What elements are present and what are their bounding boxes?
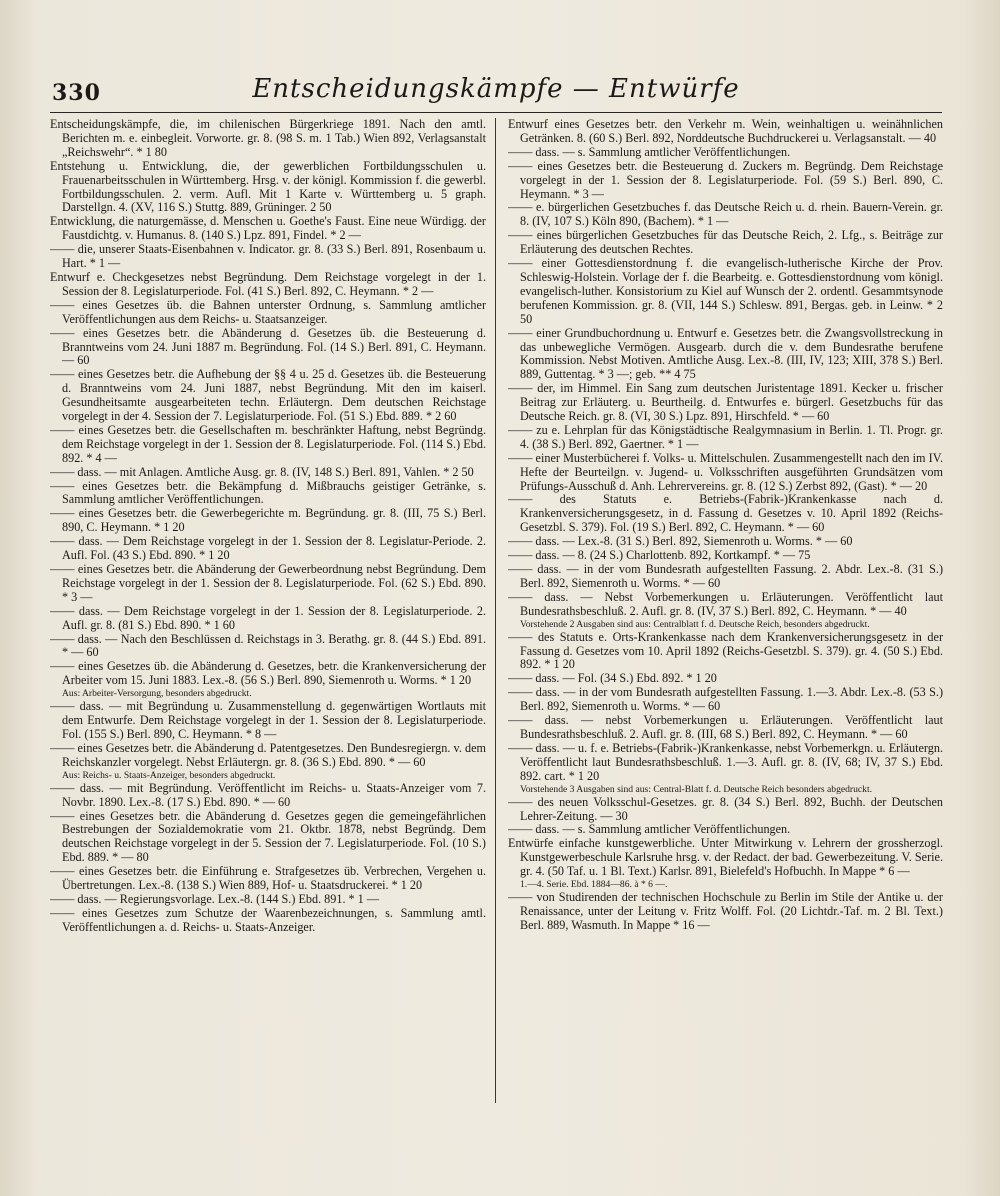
catalog-entry: —— eines Gesetzes betr. die Abänderung d. Gesetzes üb. die Besteuerung d. Branntweins vom 24. Juni 1887 m. Begründung. Fol. (14 S.) Berl. 891, C. Heymann. — 60	[50, 325, 486, 368]
catalog-entry: —— dass. — s. Sammlung amtlicher Veröffentlichungen.	[508, 822, 791, 837]
catalog-entry: —— eines Gesetzes üb. die Bahnen unterster Ordnung, s. Sammlung amtlicher Veröffentlichungen aus dem Reichs- u. Staatsanzeiger.	[50, 297, 486, 326]
catalog-entry: —— eines Gesetzes betr. die Aufhebung der §§ 4 u. 25 d. Gesetzes üb. die Besteuerung d. Branntweins vom 24. Juni 1887, nebst Begründung. Mit den im kaiserl. Gesundheitsamte ausgearbeiteten techn. Erläutergn. Dem deutschen Reichstage vorgelegt in der 4. Session der 7. Legislaturperiode. Fol. (51 S.) Ebd. 889. * 2 60	[50, 367, 486, 424]
catalog-entry: Entwicklung, die naturgemässe, d. Menschen u. Goethe's Faust. Eine neue Würdigg. der Faustdichtg. v. Humanus. 8. (140 S.) Lpz. 891, Findel. * 2 —	[50, 214, 486, 243]
catalog-entry: —— dass. — nebst Vorbemerkungen u. Erläuterungen. Veröffentlicht laut Bundesrathsbeschluß. 2. Aufl. gr. 8. (III, 68 S.) Berl. 892, C. Heymann. * — 60	[508, 713, 943, 741]
catalog-entry: —— einer Musterbücherei f. Volks- u. Mittelschulen. Zusammengestellt nach den im IV. Hefte der Beurteilgn. v. Jugend- u. Volksschriften ausgeführten Grundsätzen vom Prüfungs-Ausschuß d. Anh. Lehrervereins. gr. 8. (12 S.) Zerbst 892, (Gast). * — 20	[508, 450, 943, 493]
catalog-entry: —— des Statuts e. Orts-Krankenkasse nach dem Krankenversicherungsgesetz in der Fassung d. Gesetzes vom 10. April 1892 (Reichs-Gesetzbl. S. 379). gr. 4. (50 S.) Ebd. 892. * 1 20	[508, 629, 943, 672]
catalog-entry: —— dass. — mit Begründung u. Zusammenstellung d. gegenwärtigen Wortlauts mit dem Entwurfe. Dem Reichstage vorgelegt in der 1. Session der 8. Legislaturperiode. Fol. (155 S.) Berl. 890, C. Heymann. * 8 —	[50, 699, 486, 741]
catalog-entry: —— der, im Himmel. Ein Sang zum deutschen Juristentage 1891. Kecker u. frischer Beitrag zur Erläuterg. u. Beurtheilg. d. Entwurfes e. bürgerl. Gesetzbuchs für das Deutsche Reich. gr. 8. (VI, 30 S.) Lpz. 891, Hirschfeld. * — 60	[508, 381, 943, 424]
left-column	[50, 118, 486, 1128]
catalog-entry: —— die, unserer Staats-Eisenbahnen v. Indicator. gr. 8. (33 S.) Berl. 891, Rosenbaum u. Hart. * 1 —	[50, 242, 486, 271]
catalog-entry: Entwurf e. Checkgesetzes nebst Begründung. Dem Reichstage vorgelegt in der 1. Session der 8. Legislaturperiode. Fol. (41 S.) Berl. 892, C. Heymann. * 2 —	[50, 269, 486, 298]
catalog-entry: —— des Statuts e. Betriebs-(Fabrik-)Krankenkasse nach d. Krankenversicherungsgesetz, in d. Fassung d. Gesetzes v. 10. April 1892 (Reichs-Gesetzbl. S. 379). Fol. (19 S.) Berl. 892, C. Heymann. * — 60	[508, 492, 943, 535]
catalog-entry: —— dass. — Regierungsvorlage. Lex.-8. (144 S.) Ebd. 891. * 1 —	[50, 891, 380, 906]
catalog-entry: —— eines Gesetzes betr. die Besteuerung d. Zuckers m. Begründg. Dem Reichstage vorgelegt in der 1. Session der 8. Legislaturperiode. Fol. (59 S.) Berl. 890, C. Heymann. * 3 —	[508, 158, 943, 201]
right-column	[508, 118, 943, 1128]
catalog-entry: —— dass. — Nebst Vorbemerkungen u. Erläuterungen. Veröffentlicht laut Bundesrathsbeschluß. 2. Aufl. gr. 8. (IV, 37 S.) Berl. 892, C. Heymann. * — 40	[508, 589, 943, 618]
catalog-entry: —— dass. — Lex.-8. (31 S.) Berl. 892, Siemenroth u. Worms. * — 60	[508, 534, 853, 549]
catalog-entry: —— eines bürgerlichen Gesetzbuches für das Deutsche Reich, 2. Lfg., s. Beiträge zur Erläuterung des deutschen Rechtes.	[508, 228, 943, 257]
catalog-entry: —— dass. — Fol. (34 S.) Ebd. 892. * 1 20	[508, 671, 717, 686]
catalog-entry: —— e. bürgerlichen Gesetzbuches f. das Deutsche Reich u. d. rhein. Bauern-Verein. gr. 8. (IV, 107 S.) Köln 890, (Bachem). * 1 —	[508, 200, 943, 229]
running-head: Entscheidungskämpfe — Entwürfe	[252, 74, 740, 104]
catalog-note: Aus: Arbeiter-Versorgung, besonders abgedruckt.	[62, 688, 252, 700]
catalog-entry: —— einer Gottesdienstordnung f. die evangelisch-lutherische Kirche der Prov. Schleswig-Holstein. Vorlage der f. die Bearbeitg. e. Gottesdienstordnung vom königl. evangelisch-luther. Konsistorium zu Kiel auf Wunsch der 2. ordentl. Gesammtsynode berufenen Kommission. gr. 8. (VII, 144 S.) Schlesw. 891, Bergas. geb. in Leinw. * 2 50	[508, 256, 943, 326]
page-number: 330	[52, 80, 101, 106]
catalog-entry: —— dass. — 8. (24 S.) Charlottenb. 892, Kortkampf. * — 75	[508, 548, 811, 563]
catalog-entry: —— eines Gesetzes betr. die Bekämpfung d. Mißbrauchs geistiger Getränke, s. Sammlung amtlicher Veröffentlichungen.	[50, 478, 486, 507]
catalog-entry: —— einer Grundbuchordnung u. Entwurf e. Gesetzes betr. die Zwangsvollstreckung in das unbewegliche Vermögen. Ausgearb. durch die v. dem Bundesrathe berufene Kommission. Nebst Motiven. Amtliche Ausg. Lex.-8. (III, IV, 123; XIII, 378 S.) Berl. 889, Guttentag. * 3 —; geb. ** 4 75	[508, 325, 943, 382]
catalog-entry: —— dass. — s. Sammlung amtlicher Veröffentlichungen.	[508, 144, 791, 159]
catalog-entry: —— dass. — Nach den Beschlüssen d. Reichstags in 3. Berathg. gr. 8. (44 S.) Ebd. 891. * — 60	[50, 631, 486, 660]
catalog-entry: —— eines Gesetzes betr. die Gewerbegerichte m. Begründung. gr. 8. (III, 75 S.) Berl. 890, C. Heymann. * 1 20	[50, 506, 486, 535]
catalog-entry: —— dass. — mit Begründung. Veröffentlicht im Reichs- u. Staats-Anzeiger vom 7. Novbr. 1890. Lex.-8. (17 S.) Ebd. 890. * — 60	[50, 780, 486, 809]
catalog-entry: —— eines Gesetzes betr. die Abänderung der Gewerbeordnung nebst Begründung. Dem Reichstage vorgelegt in der 1. Session der 8. Legislaturperiode. Fol. (62 S.) Ebd. 890. * 3 —	[50, 562, 486, 604]
catalog-entry: —— eines Gesetzes üb. die Abänderung d. Gesetzes, betr. die Krankenversicherung der Arbeiter vom 15. Juni 1883. Lex.-8. (56 S.) Berl. 890, Siemenroth u. Worms. * 1 20	[50, 659, 486, 688]
catalog-entry: Entwürfe einfache kunstgewerbliche. Unter Mitwirkung v. Lehrern der grossherzogl. Kunstgewerbeschule Karlsruhe hrsg. v. der Redact. der bad. Gewerbezeitung. V. Serie. gr. 4. (50 Taf. u. 1 Bl. Text.) Karlsr. 891, Bielefeld's Hofbuchh. In Mappe * 6 —	[508, 836, 943, 879]
catalog-entry: —— eines Gesetzes betr. die Abänderung d. Patentgesetzes. Den Bundesregiergn. v. dem Reichskanzler vorgelegt. Nebst Erläutergn. gr. 8. (36 S.) Ebd. 890. * — 60	[50, 740, 486, 769]
catalog-note: Aus: Reichs- u. Staats-Anzeiger, besonders abgedruckt.	[62, 769, 276, 781]
catalog-entry: —— eines Gesetzes zum Schutze der Waarenbezeichnungen, s. Sammlung amtl. Veröffentlichungen a. d. Reichs- u. Staats-Anzeiger.	[50, 905, 486, 934]
catalog-entry: —— eines Gesetzes betr. die Einführung e. Strafgesetzes üb. Verbrechen, Vergehen u. Übertretungen. Lex.-8. (138 S.) Wien 889, Hof- u. Staatsdruckerei. * 1 20	[50, 864, 486, 893]
catalog-entry: —— dass. — Dem Reichstage vorgelegt in der 1. Session der 8. Legislatur-Periode. 2. Aufl. Fol. (43 S.) Ebd. 890. * 1 20	[50, 534, 486, 563]
catalog-entry: —— dass. — u. f. e. Betriebs-(Fabrik-)Krankenkasse, nebst Vorbemerkgn. u. Erläutergn. Veröffentlicht laut Bundesrathsbeschluß. 1.—3. Aufl. gr. 8. (IV, 68; IV, 37 S.) Ebd. 892. cart. * 1 20	[508, 740, 943, 783]
catalog-entry: Entstehung u. Entwicklung, die, der gewerblichen Fortbildungsschulen u. Frauenarbeitsschulen in Württemberg. Hrsg. v. der königl. Kommission f. die gewerbl. Fortbildungsschulen. 2. verm. Aufl. Mit 1 Karte v. Württemberg u. 5 graph. Darstellgn. 4. (XV, 116 S.) Stuttg. 889, Grüninger. 2 50	[50, 158, 486, 215]
catalog-entry: —— des neuen Volksschul-Gesetzes. gr. 8. (34 S.) Berl. 892, Buchh. der Deutschen Lehrer-Zeitung. — 30	[508, 794, 943, 823]
catalog-entry: —— eines Gesetzes betr. die Abänderung d. Gesetzes gegen die gemeingefährlichen Bestrebungen der Sozialdemokratie vom 21. Oktbr. 1878, nebst Begründg. Dem deutschen Reichstage vorgelegt in der 5. Session der 7. Legislaturperiode. Fol. (10 S.) Ebd. 889. * — 80	[50, 808, 486, 865]
page-header	[50, 66, 942, 113]
catalog-note: Vorstehende 2 Ausgaben sind aus: Centralblatt f. d. Deutsche Reich, besonders abgedruckt.	[520, 618, 870, 630]
catalog-entry: Entscheidungskämpfe, die, im chilenischen Bürgerkriege 1891. Nach den amtl. Berichten m. e. einbegleit. Vorworte. gr. 8. (98 S. m. 1 Tab.) Wien 892, Verlagsanstalt „Reichswehr“. * 1 80	[50, 118, 486, 159]
catalog-entry: Entwurf eines Gesetzes betr. den Verkehr m. Wein, weinhaltigen u. weinähnlichen Getränken. 8. (60 S.) Berl. 892, Norddeutsche Buchdruckerei u. Verlagsanstalt. — 40	[508, 118, 943, 145]
catalog-entry: —— eines Gesetzes betr. die Gesellschaften m. beschränkter Haftung, nebst Begründg. dem Reichstage vorgelegt in der 1. Session der 8. Legislaturperiode. Fol. (114 S.) Ebd. 892. * 4 —	[50, 422, 486, 465]
catalog-entry: —— dass. — in der vom Bundesrath aufgestellten Fassung. 2. Abdr. Lex.-8. (31 S.) Berl. 892, Siemenroth u. Worms. * — 60	[508, 562, 943, 590]
catalog-note: 1.—4. Serie. Ebd. 1884—86. à * 6 —.	[520, 879, 668, 891]
catalog-entry: —— dass. — Dem Reichstage vorgelegt in der 1. Session der 8. Legislaturperiode. 2. Aufl. gr. 8. (81 S.) Ebd. 890. * 1 60	[50, 603, 486, 632]
catalog-entry: —— dass. — in der vom Bundesrath aufgestellten Fassung. 1.—3. Abdr. Lex.-8. (53 S.) Berl. 892, Siemenroth u. Worms. * — 60	[508, 685, 943, 714]
column-divider	[495, 118, 496, 1103]
catalog-entry: —— dass. — mit Anlagen. Amtliche Ausg. gr. 8. (IV, 148 S.) Berl. 891, Vahlen. * 2 50	[50, 464, 474, 479]
catalog-note: Vorstehende 3 Ausgaben sind aus: Central-Blatt f. d. Deutsche Reich besonders abgedruckt.	[520, 783, 873, 795]
catalog-entry: —— von Studirenden der technischen Hochschule zu Berlin im Stile der Antike u. der Renaissance, unter der Leitung v. Fritz Wolff. Fol. (20 Lichtdr.-Taf. m. 2 Bl. Text.) Berl. 889, Wasmuth. In Mappe * 16 —	[508, 890, 943, 932]
catalog-entry: —— zu e. Lehrplan für das Königstädtische Realgymnasium in Berlin. 1. Tl. Progr. gr. 4. (38 S.) Berl. 892, Gaertner. * 1 —	[508, 422, 943, 451]
